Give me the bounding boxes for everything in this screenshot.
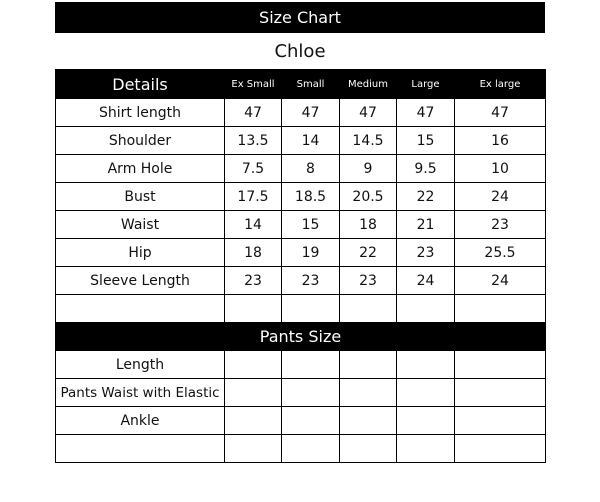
table-cell	[340, 407, 397, 435]
table-cell: 9	[340, 155, 397, 183]
table-cell: 17.5	[225, 183, 282, 211]
table-cell: 10	[455, 155, 546, 183]
table-row	[56, 127, 546, 155]
table-cell: 23	[225, 267, 282, 295]
table-cell: 23	[340, 267, 397, 295]
table-cell: 7.5	[225, 155, 282, 183]
column-header-ex-small: Ex Small	[225, 70, 282, 99]
table-cell: 18.5	[282, 183, 340, 211]
table-cell: 22	[340, 239, 397, 267]
table-cell	[455, 351, 546, 379]
size-chart-sheet	[55, 2, 545, 463]
table-cell	[282, 407, 340, 435]
row-label: Shirt length	[56, 99, 225, 127]
row-label: Waist	[56, 211, 225, 239]
table-row	[56, 379, 546, 407]
table-cell: 47	[282, 99, 340, 127]
row-label: Arm Hole	[56, 155, 225, 183]
table-cell: 24	[455, 183, 546, 211]
table-cell	[340, 379, 397, 407]
table-cell	[282, 435, 340, 463]
row-label: Length	[56, 351, 225, 379]
table-row	[56, 183, 546, 211]
row-label: Shoulder	[56, 127, 225, 155]
table-cell: 18	[340, 211, 397, 239]
table-cell	[225, 435, 282, 463]
column-header-small: Small	[282, 70, 340, 99]
table-cell	[225, 407, 282, 435]
row-label: Sleeve Length	[56, 267, 225, 295]
column-header-medium: Medium	[340, 70, 397, 99]
table-cell: 15	[282, 211, 340, 239]
table-cell: 47	[340, 99, 397, 127]
table-cell	[340, 295, 397, 323]
table-row	[56, 267, 546, 295]
empty-row	[56, 295, 546, 323]
table-cell: 20.5	[340, 183, 397, 211]
table-row	[56, 407, 546, 435]
table-cell: 8	[282, 155, 340, 183]
table-cell: 22	[397, 183, 455, 211]
table-cell: 21	[397, 211, 455, 239]
table-cell	[397, 295, 455, 323]
table-row	[56, 99, 546, 127]
row-label: Hip	[56, 239, 225, 267]
table-row	[56, 211, 546, 239]
table-cell: 16	[455, 127, 546, 155]
table-row	[56, 351, 546, 379]
table-cell	[455, 407, 546, 435]
brand-name: Chloe	[274, 40, 326, 62]
table-row	[56, 239, 546, 267]
table-cell: 23	[397, 239, 455, 267]
table-cell	[397, 435, 455, 463]
table-cell	[282, 351, 340, 379]
row-label: Pants Waist with Elastic	[56, 379, 225, 407]
table-cell	[455, 435, 546, 463]
row-label: Ankle	[56, 407, 225, 435]
table-row	[56, 155, 546, 183]
column-header-ex-large: Ex large	[455, 70, 546, 99]
table-cell: 24	[455, 267, 546, 295]
table-cell	[282, 379, 340, 407]
table-cell: 9.5	[397, 155, 455, 183]
column-header-details: Details	[56, 70, 225, 99]
table-cell: 47	[397, 99, 455, 127]
table-cell	[225, 379, 282, 407]
table-cell: 47	[225, 99, 282, 127]
table-cell: 23	[455, 211, 546, 239]
table-cell: 25.5	[455, 239, 546, 267]
row-label: Bust	[56, 183, 225, 211]
table-cell: 24	[397, 267, 455, 295]
column-header-large: Large	[397, 70, 455, 99]
size-chart-title: Size Chart	[55, 2, 545, 33]
pants-section-header	[56, 323, 546, 351]
table-cell: 47	[455, 99, 546, 127]
table-cell	[282, 295, 340, 323]
table-cell	[455, 379, 546, 407]
table-cell	[397, 379, 455, 407]
table-cell	[340, 351, 397, 379]
size-table	[55, 69, 546, 463]
table-cell: 13.5	[225, 127, 282, 155]
empty-row	[56, 435, 546, 463]
table-header-row	[56, 70, 546, 99]
table-cell	[56, 435, 225, 463]
table-cell: 19	[282, 239, 340, 267]
table-cell: 15	[397, 127, 455, 155]
table-cell	[225, 295, 282, 323]
table-cell: 23	[282, 267, 340, 295]
table-cell	[455, 295, 546, 323]
table-cell: 18	[225, 239, 282, 267]
table-cell: 14	[282, 127, 340, 155]
table-cell	[56, 295, 225, 323]
table-cell	[397, 351, 455, 379]
table-cell: 14.5	[340, 127, 397, 155]
table-cell: 14	[225, 211, 282, 239]
table-cell	[225, 351, 282, 379]
table-cell	[340, 435, 397, 463]
table-cell	[397, 407, 455, 435]
pants-size-title: Pants Size	[56, 323, 546, 351]
